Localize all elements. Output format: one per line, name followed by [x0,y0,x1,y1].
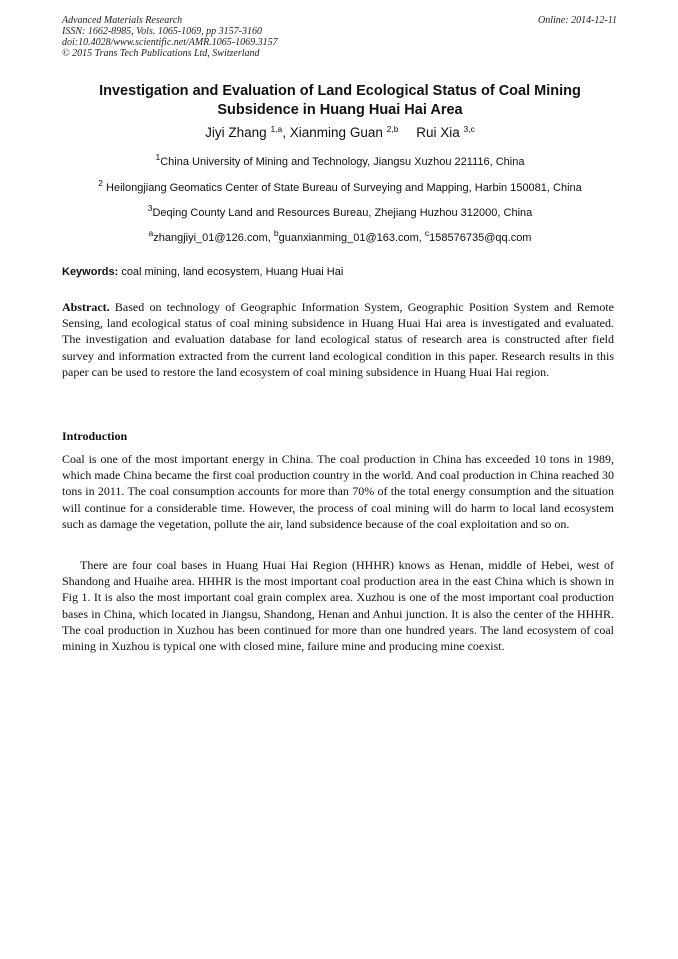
affiliation-superscript: 1 [155,152,161,162]
affiliation-text: China University of Mining and Technology, Jiangsu Xuzhou 221116, China [160,156,525,168]
affiliation-superscript: 2 [98,178,103,188]
copyright-line: © 2015 Trans Tech Publications Ltd, Switzerland [62,48,260,59]
author-list: Jiyi Zhang $^{1,a}$, Xianming Guan $^{2,b}$ Rui Xia $^{3,c}$ [205,124,475,140]
issn-line: ISSN: 1662-8985, Vols. 1065-1069, pp 3157-3160 [62,26,262,37]
paper-title [62,82,618,120]
author-name: Jiyi Zhang [205,125,267,140]
author-superscript: 3,c [463,124,475,134]
author-name: Xianming Guan [289,125,383,140]
title-line-2: Subsidence in Huang Huai Hai Area [217,102,463,118]
abstract [62,299,614,380]
abstract-text: Based on technology of Geographic Information System, Geographic Position System and Remote Sensing, land ecological status of coal mining subsidence in Huang Huai Hai area is investigated and evaluated. The investigation and evaluation database for land ecological status of research area is constructed after field survey and information extracted from the current land ecological condition in this paper. Research results in this paper can be used to restore the land ecosystem of coal mining subsidence in Huang Huai Hai region. [62,300,614,379]
online-date: Online: 2014-12-11 [538,15,617,26]
author-superscript: 1,a [270,124,283,134]
email-superscript: b [273,228,279,238]
journal-name: Advanced Materials Research [62,15,183,26]
affiliation-text: Deqing County Land and Resources Bureau, Zhejiang Huzhou 312000, China [152,207,533,219]
email-address: 158576735@qq.com [429,232,532,244]
introduction-paragraph-2: There are four coal bases in Huang Huai Hai Region (HHHR) knows as Henan, middle of Hebei, west of Shandong and Huaihe area. HHHR is the most important coal production area in the east China which is shown in Fig 1. It is also the most important coal grain complex area. Xuzhou is one of the most important coal production bases in China, which located in Jiangsu, Shandong, Henan and Anhui junction. It is also the center of the HHHR. The coal production in Xuzhou has been continued for more than one hundred years. The land ecosystem of coal mining in Xuzhou is typical one with closed mine, failure mine and producing mine coexist. [62,558,614,654]
doi-line: doi:10.4028/www.scientific.net/AMR.1065-1069.3157 [62,37,278,48]
affiliation-1 [62,152,618,169]
affiliation-2 [62,178,618,195]
email-superscript: c [424,228,430,238]
email-address: guanxianming_01@163.com, [278,232,425,244]
keywords [62,265,618,279]
keywords-label: Keywords: [62,266,119,278]
affiliation-3 [62,203,618,220]
running-header [62,15,617,59]
email-superscript: a [148,228,154,238]
author-name: Rui Xia [416,125,460,140]
author-superscript: 2,b [386,124,399,134]
introduction-paragraph-1: Coal is one of the most important energy in China. The coal production in China has exceeded 10 tons in 1989, which made China became the first coal production country in the world. And coal production in China reached 30 tons in 2011. The coal consumption accounts for more than 70% of the total energy consumption and the situation will continue for a considerable time. However, the process of coal mining will do harm to local land ecosystem such as damage the vegetation, pollute the air, land subsidence because of the coal exploitation and so on. [62,452,614,531]
email-address: zhangjiyi_01@126.com, [153,232,274,244]
affiliation-superscript: 3 [147,203,153,213]
keywords-text: coal mining, land ecosystem, Huang Huai Hai [121,266,344,278]
introduction-heading: Introduction [62,429,128,443]
email-line [62,228,618,245]
abstract-label: Abstract. [62,300,110,314]
title-line-1: Investigation and Evaluation of Land Ecological Status of Coal Mining [99,83,581,99]
affiliation-text: Heilongjiang Geomatics Center of State Bureau of Surveying and Mapping, Harbin 150081, China [106,182,582,194]
